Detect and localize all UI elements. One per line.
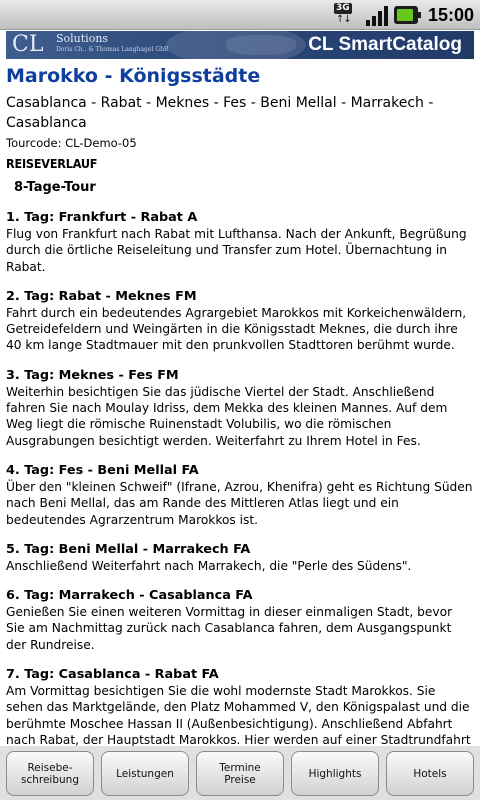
data-arrows-icon: ↑↓ xyxy=(335,14,351,25)
app-banner xyxy=(6,31,474,59)
day-text: Am Vormittag besichtigen Sie die wohl modernste Stadt Marokkos. Sie sehen das Marktgelände, den Platz Mohammed V, den Königspalast und die berühmte Moschee Hassan II (Außenbesichtigung). Anschließend Abfahrt nach Rabat, der Hauptstadt Marokkos. Hier werden auf einer Stadtrundfahrt xyxy=(6,684,471,746)
day-title: 7. Tag: Casablanca - Rabat FA xyxy=(6,667,219,683)
hotels-button[interactable]: Hotels xyxy=(386,751,474,796)
itinerary-day xyxy=(6,288,474,354)
termine-preise-button[interactable]: Termine Preise xyxy=(196,751,284,796)
app-name: CL SmartCatalog xyxy=(308,34,462,55)
highlights-button[interactable]: Highlights xyxy=(291,751,379,796)
tourcode-text: Tourcode: CL-Demo-05 xyxy=(6,136,137,150)
bottom-button-bar xyxy=(0,746,480,800)
network-3g-icon xyxy=(334,3,360,27)
day-text: Über den "kleinen Schweif" (Ifrane, Azrou, Khenifra) geht es Richtung Süden nach Beni Mellal, das am Rande des Mittleren Atlas liegt und ein bedeutendes Agrarzentrum Marokkos ist. xyxy=(6,479,473,527)
itinerary-day xyxy=(6,462,474,528)
trip-description[interactable] xyxy=(6,64,474,746)
day-title: 6. Tag: Marrakech - Casablanca FA xyxy=(6,588,253,604)
day-text: Weiterhin besichtigen Sie das jüdische Viertel der Stadt. Anschließend fahren Sie nach Moulay Idriss, dem Mekka des kleinen Mannes. Auf dem Weg liegt die römische Ruinenstadt Volubilis, wo die römischen Ausgrabungen besichtigt werden. Weiterfahrt zu Ihrem Hotel in Fes. xyxy=(6,384,448,448)
day-title: 3. Tag: Meknes - Fes FM xyxy=(6,367,179,383)
company-subtitle: Doris Ch.. & Thomas Langhagel GbR xyxy=(56,46,169,53)
reisebeschreibung-button[interactable]: Reisebe- schreibung xyxy=(6,751,94,796)
day-text: Genießen Sie einen weiteren Vormittag in dieser einmaligen Stadt, bevor Sie am Nachmittag zurück nach Casablanca fahren, dem Ausgangspunkt der Rundreise. xyxy=(6,605,453,652)
itinerary-day xyxy=(6,587,474,653)
itinerary-day xyxy=(6,209,474,275)
battery-icon xyxy=(394,6,418,24)
clock: 15:00 xyxy=(427,4,474,25)
page-title: Marokko - Königsstädte xyxy=(6,65,261,87)
signal-strength-icon xyxy=(366,4,388,26)
day-text: Fahrt durch ein bedeutendes Agrargebiet Marokkos mit Korkeichenwäldern, Getreidefeldern und Weingärten in die Königsstadt Meknes, die durch ihre 40 km lange Stadtmauer mit den prunkvollen Stadttoren berühmt wurde. xyxy=(6,305,467,353)
day-text: Flug von Frankfurt nach Rabat mit Lufthansa. Nach der Ankunft, Begrüßung durch die örtliche Reiseleitung und Transfer zum Hotel. Übernachtung in Rabat. xyxy=(6,227,467,274)
world-map-graphic-2 xyxy=(226,35,296,55)
status-bar xyxy=(0,0,480,30)
itinerary-day xyxy=(6,666,474,746)
day-title: 5. Tag: Beni Mellal - Marrakech FA xyxy=(6,541,251,557)
leistungen-button[interactable]: Leistungen xyxy=(101,751,189,796)
company-solutions-text: Solutions xyxy=(56,32,109,45)
itinerary-day xyxy=(6,367,474,449)
company-logo: CL xyxy=(12,32,44,57)
route-text: Casablanca - Rabat - Meknes - Fes - Beni Mellal - Marrakech - Casablanca xyxy=(6,95,434,131)
itinerary-day xyxy=(6,541,474,574)
day-text: Anschließend Weiterfahrt nach Marrakech, die "Perle des Südens". xyxy=(6,558,412,573)
network-type-label: 3G xyxy=(335,3,350,13)
day-title: 2. Tag: Rabat - Meknes FM xyxy=(6,288,197,304)
day-title: 4. Tag: Fes - Beni Mellal FA xyxy=(6,462,199,478)
status-icons xyxy=(334,3,474,27)
itinerary xyxy=(6,179,474,746)
section-heading: REISEVERLAUF xyxy=(6,156,98,171)
day-title: 1. Tag: Frankfurt - Rabat A xyxy=(6,210,198,225)
tour-title: 8-Tage-Tour xyxy=(14,180,96,195)
